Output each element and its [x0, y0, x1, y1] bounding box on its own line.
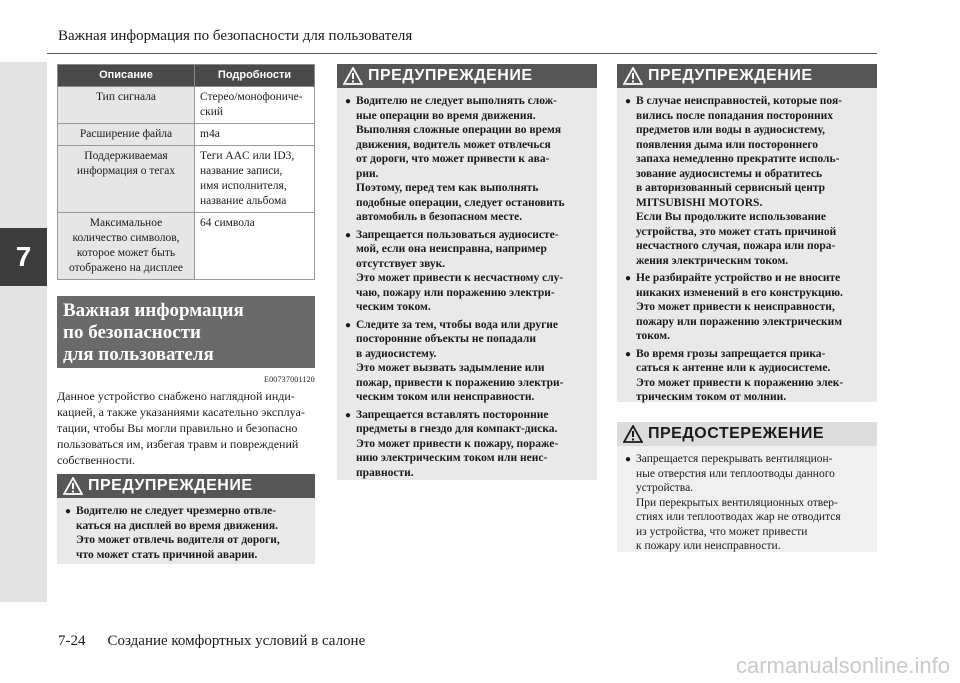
item-line: появления дыма или постороннего [636, 138, 819, 151]
warning-body [617, 88, 877, 414]
item-line: В случае неисправностей, которые поя- [636, 95, 843, 107]
bullet-icon: ● [345, 319, 352, 331]
item-line: к пожару или неисправности. [636, 540, 781, 552]
item-line: Запрещается перекрывать вентиляцион- [636, 453, 833, 465]
item-line: что может стать причиной аварии. [76, 548, 258, 561]
item-line: движения, водитель может отвлечься [356, 138, 551, 151]
bullet-icon: ● [65, 506, 72, 517]
item-line: Выполняя сложные операции во время [356, 124, 562, 136]
intro-line: тации, чтобы Вы могли правильно и безопасно [57, 421, 298, 435]
item-line: Это может вызвать задымление или [356, 362, 545, 374]
bullet-icon: ● [345, 229, 352, 241]
warning-label: ПРЕДУПРЕЖДЕНИЕ [648, 67, 813, 84]
item-line: Не разбирайте устройство и не вносите [636, 272, 841, 284]
intro-line: собственности. [57, 453, 136, 467]
list-item [625, 347, 869, 405]
section-code: E00737001120 [264, 375, 315, 384]
caution-body [617, 446, 877, 563]
warning-header [337, 64, 597, 88]
list-item [625, 94, 869, 268]
list-item [345, 408, 589, 481]
item-line: отсутствует звук. [356, 257, 446, 270]
watermark: carmanualsonline.info [735, 653, 950, 678]
intro-line: кацией, а также указаниями касательно эксплуа- [57, 405, 305, 419]
chapter-tab: 7 [0, 228, 47, 286]
item-line: Во время грозы запрещается прика- [636, 347, 826, 360]
table-row [58, 87, 315, 124]
item-line: Это может привести к неисправности, [636, 301, 835, 313]
spec-table-header [58, 65, 315, 87]
table-row [58, 146, 315, 213]
spec-description-cell: Тип сигнала [58, 87, 195, 124]
item-text [76, 504, 280, 562]
item-line: вились после попадания посторонних [636, 109, 834, 122]
item-line: зование аудиосистемы и обратитесь [636, 167, 823, 180]
item-line: Это может отвлечь водителя от дороги, [76, 534, 280, 546]
spec-detail-cell: Теги AAC или ID3, название записи, имя исполнителя, название альбома [195, 146, 315, 213]
item-line: ческим током. [356, 301, 431, 313]
item-line: никаких изменений в его конструкцию. [636, 286, 843, 299]
warning-box-right [617, 64, 877, 402]
spec-detail-cell: 64 символа [195, 213, 315, 280]
item-line: трическим током от молнии. [636, 391, 787, 403]
item-text [636, 452, 841, 554]
warning-label: ПРЕДУПРЕЖДЕНИЕ [368, 67, 533, 84]
item-line: посторонние объекты не попадали [356, 333, 536, 345]
list-item [625, 271, 869, 344]
item-line: ные операции во время движения. [356, 109, 536, 122]
bullet-icon: ● [345, 409, 352, 421]
item-line: MITSUBISHI MOTORS. [636, 196, 763, 209]
list-item [345, 318, 589, 405]
item-line: пожару или поражению электрическим [636, 315, 843, 328]
caution-box-right [617, 422, 877, 552]
running-header: Важная информация по безопасности для пользователя [58, 28, 413, 44]
warning-box-left [57, 474, 315, 564]
item-text [636, 94, 842, 268]
bullet-icon: ● [345, 96, 352, 107]
item-line: Запрещается вставлять посторонние [356, 408, 549, 421]
caution-label: ПРЕДОСТЕРЕЖЕНИЕ [648, 425, 824, 442]
item-text [356, 408, 558, 481]
item-line: саться к антенне или к аудиосистеме. [636, 362, 831, 374]
page-footer [58, 633, 365, 650]
table-row [58, 124, 315, 146]
list-item [345, 94, 589, 225]
item-line: стиях или теплоотводах жар не отводится [636, 511, 841, 523]
item-line: током. [636, 330, 670, 342]
item-line: предметы в гнездо для компакт-диска. [356, 423, 558, 435]
item-line: каться на дисплей во время движения. [76, 519, 279, 532]
table-row [58, 213, 315, 280]
spec-description-cell: Максимальное количество символов, которое может быть отображено на дисплее [58, 213, 195, 280]
item-line: в авторизованный сервисный центр [636, 182, 826, 194]
spec-detail-cell: Стерео/монофониче- ский [195, 87, 315, 124]
item-line: предметов или воды в аудиосистему, [636, 124, 825, 136]
spec-description-cell: Поддерживаемая информация о тегах [58, 146, 195, 213]
bullet-icon: ● [625, 454, 632, 465]
side-strip [0, 62, 47, 602]
spec-description-cell: Расширение файла [58, 124, 195, 146]
item-line: Это может привести к поражению элек- [636, 376, 844, 389]
list-item [625, 452, 869, 554]
page-number: 7-24 [58, 633, 86, 649]
item-line: устройства. [636, 482, 694, 494]
bullet-icon: ● [625, 348, 632, 360]
item-line: правности. [356, 466, 414, 479]
spec-detail-cell: m4a [195, 124, 315, 146]
caution-header [617, 422, 877, 446]
spec-column-header: Подробности [195, 65, 315, 87]
warning-body [57, 498, 315, 571]
warning-body [337, 88, 597, 489]
item-text [356, 228, 563, 315]
item-line: автомобиль в безопасном месте. [356, 211, 523, 223]
warning-header [617, 64, 877, 88]
warning-triangle-icon [343, 67, 363, 85]
footer-section: Создание комфортных условий в салоне [107, 633, 366, 649]
caution-triangle-icon [623, 425, 643, 443]
section-title-line: для пользователя [63, 344, 214, 365]
item-text [356, 318, 564, 405]
item-line: Запрещается пользоваться аудиосисте- [356, 228, 559, 241]
item-line: пожар, привести к поражению электри- [356, 376, 564, 389]
item-line: запаха немедленно прекратите исполь- [636, 153, 840, 165]
item-line: чаю, пожару или поражению электри- [356, 286, 555, 299]
warning-triangle-icon [63, 477, 83, 495]
intro-line: Данное устройство снабжено наглядной инди- [57, 389, 295, 403]
item-line: нию электрическим током или неис- [356, 452, 548, 464]
item-line: несчастного случая, пожара или пора- [636, 240, 836, 252]
spec-column-header: Описание [58, 65, 195, 87]
item-line: Следите за тем, чтобы вода или другие [356, 318, 559, 331]
header-rule [47, 53, 877, 54]
warning-label: ПРЕДУПРЕЖДЕНИЕ [88, 477, 253, 494]
item-line: от дороги, что может привести к ава- [356, 153, 550, 165]
item-text [356, 94, 565, 225]
item-line: Поэтому, перед тем как выполнять [356, 182, 539, 194]
spec-table [57, 64, 315, 280]
item-line: мой, если она неисправна, например [356, 243, 547, 255]
item-line: Водителю не следует чрезмерно отвле- [76, 505, 277, 517]
section-title [57, 296, 315, 368]
section-title-line: по безопасности [63, 322, 201, 343]
item-line: Это может привести к несчастному слу- [356, 272, 564, 284]
section-intro [57, 388, 315, 468]
bullet-icon: ● [625, 96, 632, 107]
list-item [345, 228, 589, 315]
item-line: Это может привести к пожару, пораже- [356, 437, 559, 450]
intro-line: пользоваться им, избегая травм и повреждений [57, 437, 299, 451]
item-line: ные отверстия или теплоотводы данного [636, 467, 835, 480]
item-line: ческим током или неисправности. [356, 391, 535, 403]
item-line: Водителю не следует выполнять слож- [356, 95, 557, 107]
item-line: Если Вы продолжите использование [636, 211, 826, 223]
warning-box-middle [337, 64, 597, 480]
item-line: подобные операции, следует остановить [356, 196, 565, 209]
item-text [636, 271, 843, 344]
item-line: рии. [356, 167, 379, 180]
item-line: устройства, это может стать причиной [636, 225, 837, 238]
item-line: При перекрытых вентиляционных отвер- [636, 496, 838, 509]
list-item [65, 504, 307, 562]
item-text [636, 347, 843, 405]
item-line: жения электрическим током. [636, 254, 789, 267]
warning-header [57, 474, 315, 498]
section-title-line: Важная информация [63, 300, 244, 321]
warning-triangle-icon [623, 67, 643, 85]
item-line: в аудиосистему. [356, 347, 437, 360]
item-line: из устройства, что может привести [636, 525, 808, 538]
bullet-icon: ● [625, 273, 632, 284]
